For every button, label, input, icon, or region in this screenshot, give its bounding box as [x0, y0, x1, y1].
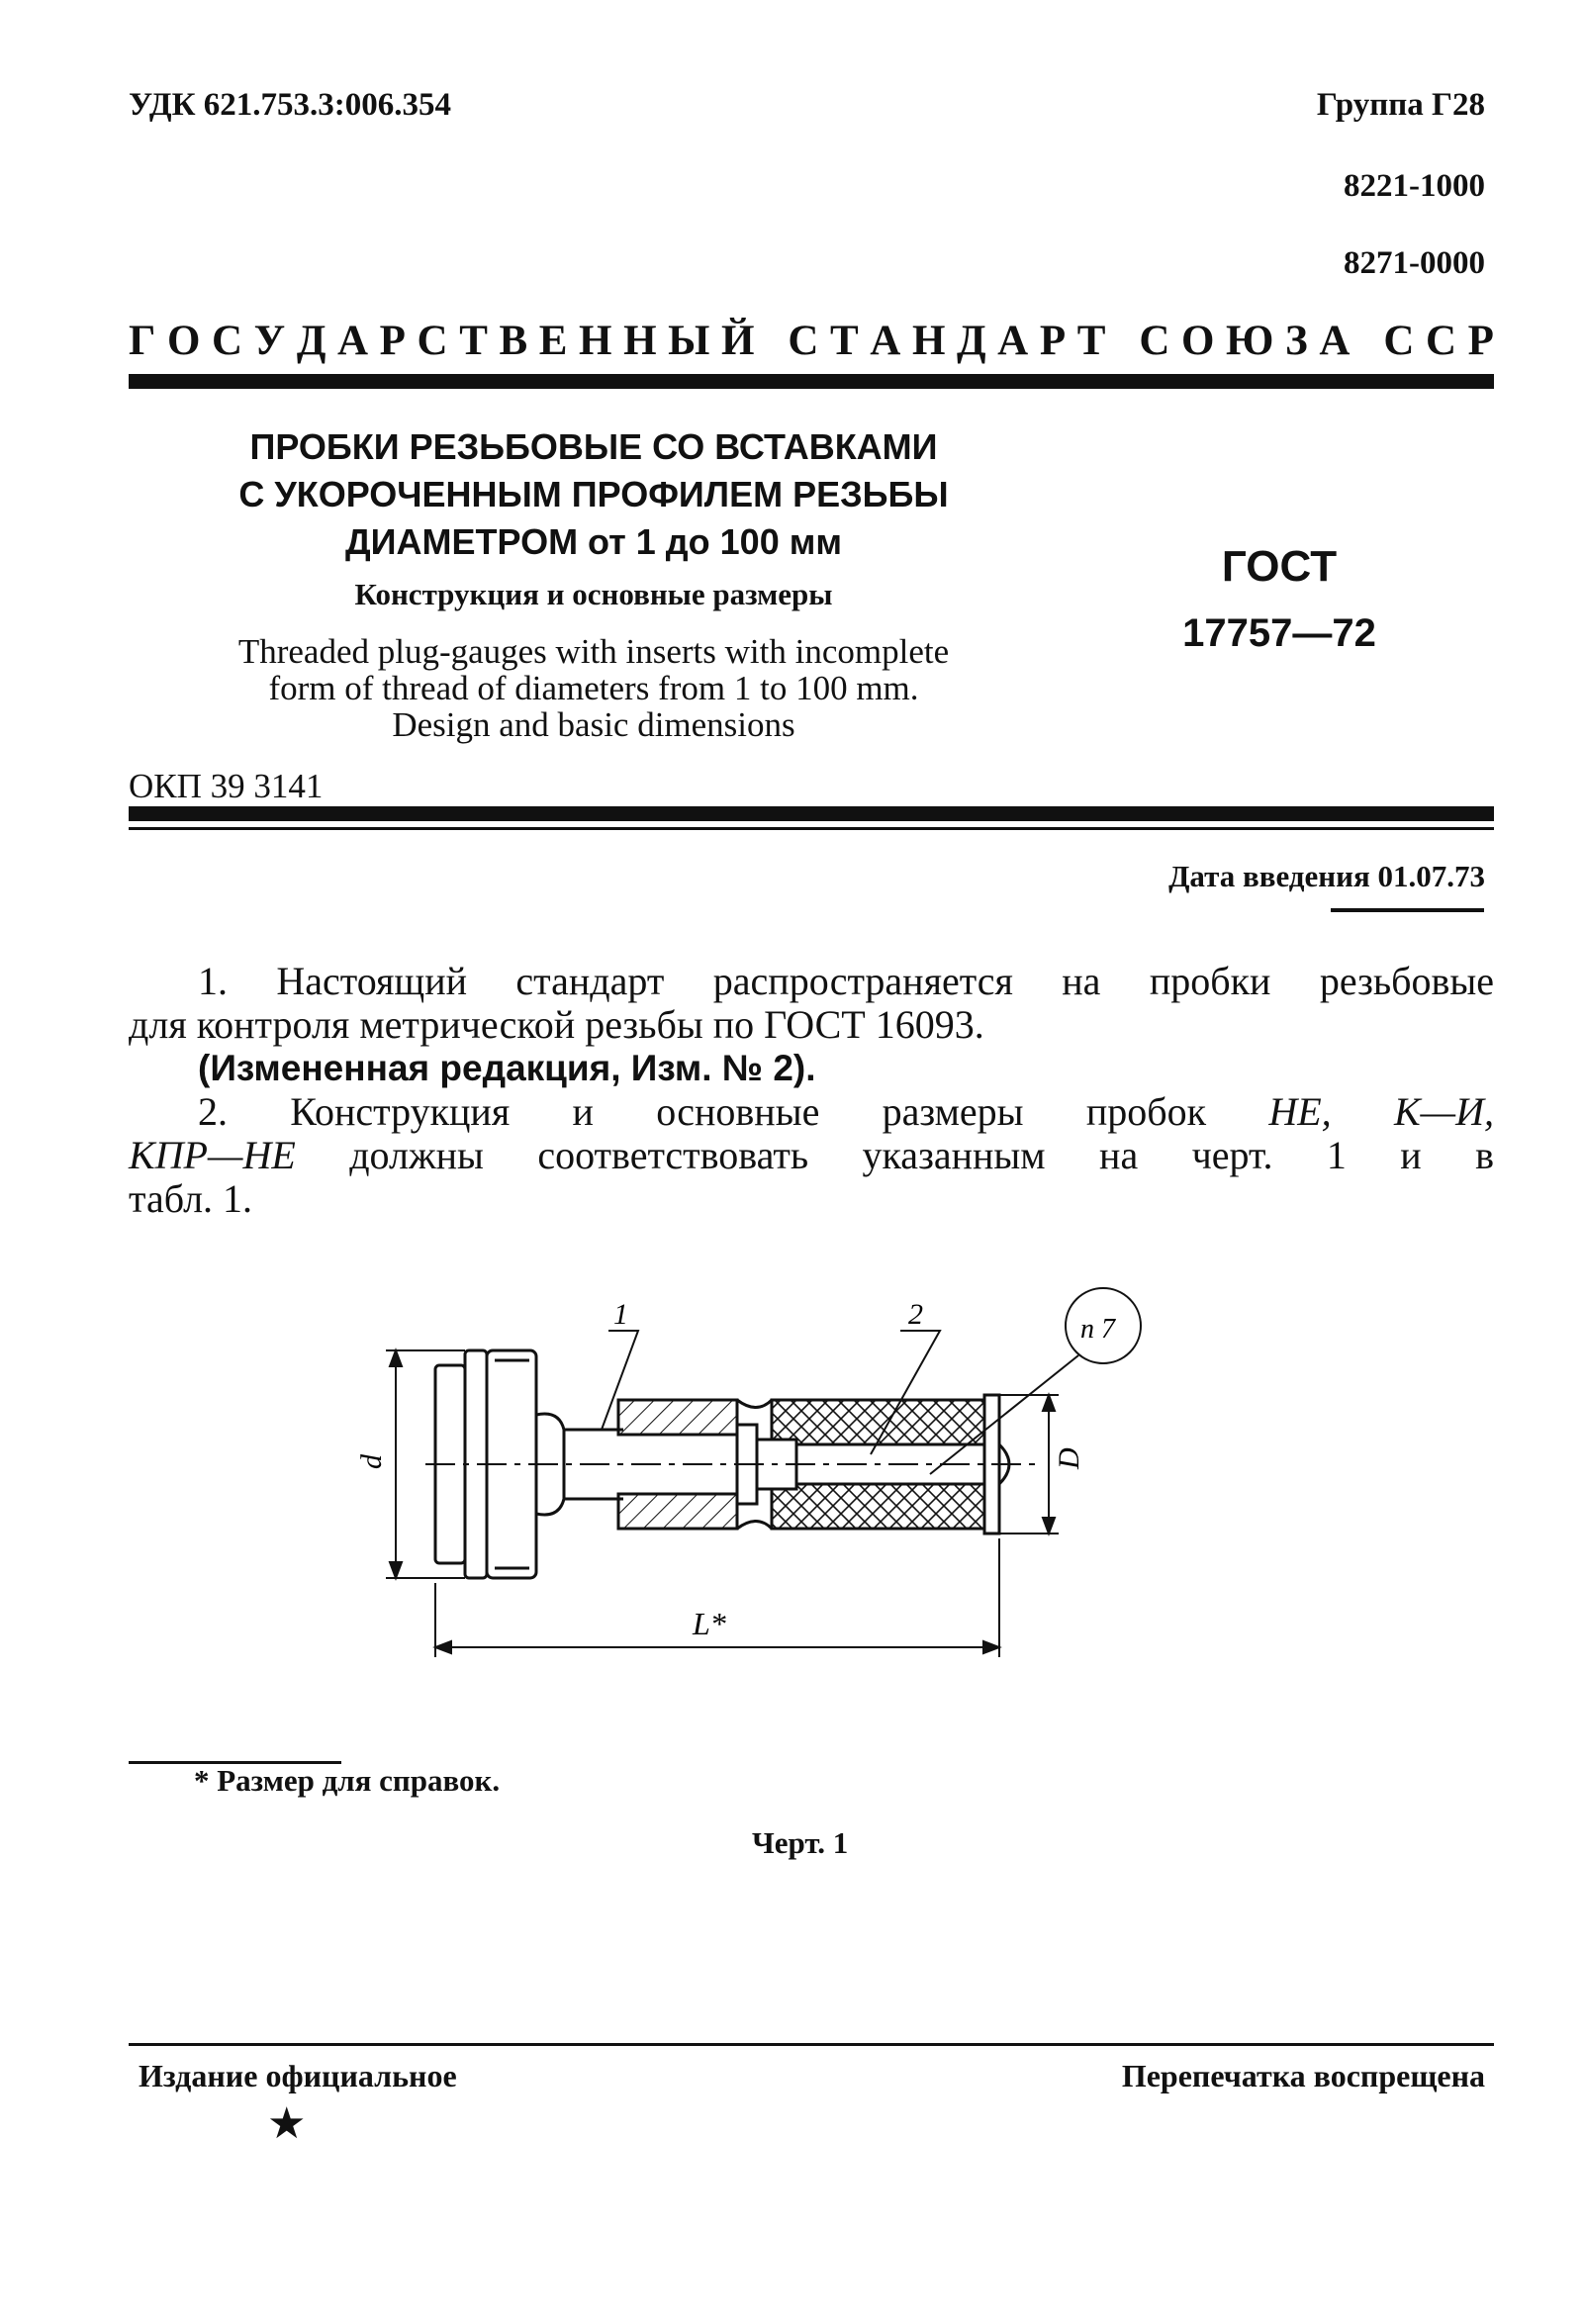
gost-number: 17757—72 [1182, 611, 1376, 655]
heading-letter [766, 317, 777, 365]
okp-code-1: 8221-1000 [1344, 168, 1485, 204]
heading-letter: З [1285, 318, 1308, 364]
heading-letter: А [997, 318, 1029, 364]
heading-letter: О [1180, 318, 1215, 364]
title-line-3: ДИАМЕТРОМ от 1 до 100 мм [345, 521, 842, 562]
heading-letter: Р [379, 318, 406, 364]
document-subtitle: Конструкция и основные размеры [354, 577, 833, 611]
date-underline [1331, 908, 1484, 912]
dim-L-label: L* [693, 1606, 726, 1641]
heading-letter: С [1426, 318, 1457, 364]
heading-letter: А [870, 318, 901, 364]
heading-letter: Р [1467, 318, 1494, 364]
para-2-text: 2. Конструкция и основные размеры пробок [198, 1089, 1207, 1134]
heading-letter: Д [956, 318, 986, 364]
english-title-line-3: Design and basic dimensions [392, 705, 795, 744]
gauge-types-1: НЕ, К—И, [1268, 1089, 1494, 1134]
para-1-line-1: 1. Настоящий стандарт распространяется на пробки резьбовые [198, 959, 1494, 1003]
plug-gauge-drawing [355, 1276, 1257, 1692]
okp-code-2: 8271-0000 [1344, 245, 1485, 281]
effective-date: Дата введения 01.07.73 [1168, 859, 1485, 893]
heading-letter: У [253, 318, 286, 364]
title-line-1: ПРОБКИ РЕЗЬБОВЫЕ СО ВСТАВКАМИ [249, 426, 938, 467]
para-2-line-3: табл. 1. [129, 1176, 253, 1221]
heading-letter: Н [579, 318, 612, 364]
heading-letter: Н [623, 318, 657, 364]
heading-letter [1361, 317, 1372, 365]
heading-letter: Е [538, 318, 568, 364]
body-text [129, 960, 1494, 1221]
udk-code: УДК 621.753.3:006.354 [129, 87, 452, 123]
para-1-line-2: для контроля метрической резьбы по ГОСТ 16093. [129, 1002, 984, 1047]
para-2-line-1 [129, 1090, 1494, 1134]
heading-letter: С [1383, 318, 1415, 364]
dim-d-label: d [355, 1454, 388, 1469]
star-mark: ★ [267, 2099, 307, 2148]
part-label-1: 1 [613, 1298, 628, 1331]
heading-letter: Ю [1226, 318, 1274, 364]
heading-letter: В [499, 318, 528, 364]
english-title-line-1: Threaded plug-gauges with inserts with incomplete [237, 632, 950, 671]
gost-label: ГОСТ [1221, 542, 1338, 591]
heading-letter: Т [459, 318, 488, 364]
heading-letter: С [788, 318, 819, 364]
heading-letter: С [212, 318, 243, 364]
para-2-text-2: должны соответствовать указанным на черт. 1 и в [349, 1133, 1494, 1177]
heading-letter: А [337, 318, 369, 364]
heading-letter [1117, 317, 1128, 365]
document-title [158, 423, 1029, 566]
heading-letter: Т [830, 318, 859, 364]
heading-letter: О [166, 318, 201, 364]
dim-D-label: D [1053, 1447, 1085, 1469]
note-ref-label: п 7 [1080, 1314, 1115, 1345]
english-title-line-2: form of thread of diameters from 1 to 100 mm. [268, 669, 919, 707]
heading-letter: Т [1076, 318, 1106, 364]
header-rule [129, 374, 1494, 389]
heading-letter: С [1139, 318, 1170, 364]
edition-note: Издание официальное [139, 2058, 457, 2093]
part-label-2: 2 [908, 1298, 923, 1331]
title-line-2: С УКОРОЧЕННЫМ ПРОФИЛЕМ РЕЗЬБЫ [238, 474, 949, 514]
para-2-line-2 [129, 1134, 1494, 1177]
heading-letter: Й [720, 318, 755, 364]
english-title [158, 633, 1029, 743]
state-standard-heading [129, 317, 1494, 365]
title-block-rule-thick [129, 806, 1494, 821]
footnote: * Размер для справок. [194, 1763, 501, 1798]
group-code: Группа Г28 [1316, 87, 1485, 123]
gauge-types-2: КПР—НЕ [129, 1133, 296, 1177]
reprint-note: Перепечатка воспрещена [1121, 2058, 1485, 2093]
heading-letter: Н [911, 318, 946, 364]
title-block-rule-thin [129, 827, 1494, 830]
leader-lines [602, 1288, 1141, 1474]
figure-caption: Черт. 1 [752, 1825, 849, 1860]
heading-letter: Д [296, 318, 326, 364]
okp-number: ОКП 39 3141 [129, 767, 324, 805]
heading-letter: А [1319, 318, 1351, 364]
heading-letter: Р [1039, 318, 1067, 364]
heading-letter: Г [129, 318, 156, 364]
heading-letter: С [417, 318, 448, 364]
footer-rule [129, 2043, 1494, 2046]
heading-letter: Ы [668, 318, 710, 364]
amendment-note: (Измененная редакция, Изм. № 2). [198, 1048, 816, 1088]
